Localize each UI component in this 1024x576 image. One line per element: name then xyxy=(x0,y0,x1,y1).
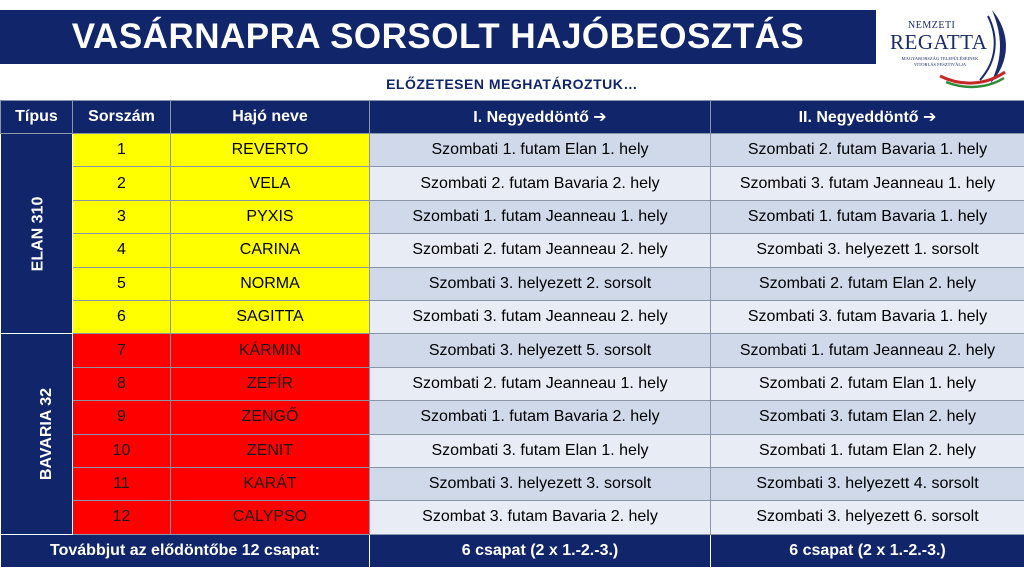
table-header-row xyxy=(1,101,1024,134)
footer-qf1: 6 csapat (2 x 1.-2.-3.) xyxy=(370,534,711,567)
header-qf2 xyxy=(711,101,1024,134)
table-row xyxy=(1,200,1024,233)
page-title: VASÁRNAPRA SORSOLT HAJÓBEOSZTÁS xyxy=(0,10,876,64)
number-cell: 3 xyxy=(73,200,171,233)
schedule-table xyxy=(0,100,1024,568)
table-row xyxy=(1,401,1024,434)
qf1-cell: Szombat 3. futam Bavaria 2. hely xyxy=(370,501,711,534)
qf1-cell: Szombati 3. helyezett 5. sorsolt xyxy=(370,334,711,367)
subtitle: ELŐZETESEN MEGHATÁROZTUK… xyxy=(386,76,638,92)
number-cell: 9 xyxy=(73,401,171,434)
header-qf2-label: II. Negyeddöntő xyxy=(798,109,919,126)
type-cell-elan xyxy=(1,134,73,334)
qf1-cell: Szombati 2. futam Jeanneau 1. hely xyxy=(370,367,711,400)
table-row xyxy=(1,300,1024,333)
logo-line2: REGATTA xyxy=(890,30,988,54)
ship-name-cell: PYXIS xyxy=(171,200,370,233)
ship-name-cell: KÁRMIN xyxy=(171,334,370,367)
number-cell: 4 xyxy=(73,234,171,267)
ship-name-cell: REVERTO xyxy=(171,134,370,167)
ship-name-cell: NORMA xyxy=(171,267,370,300)
type-cell-bavaria xyxy=(1,334,73,534)
qf1-cell: Szombati 3. helyezett 3. sorsolt xyxy=(370,467,711,500)
qf2-cell: Szombati 3. futam Bavaria 1. hely xyxy=(711,300,1024,333)
ship-name-cell: CARINA xyxy=(171,234,370,267)
qf2-cell: Szombati 1. futam Elan 2. hely xyxy=(711,434,1024,467)
ship-name-cell: KARÁT xyxy=(171,467,370,500)
qf1-cell: Szombati 3. futam Jeanneau 2. hely xyxy=(370,300,711,333)
header-number: Sorszám xyxy=(73,101,171,134)
number-cell: 5 xyxy=(73,267,171,300)
logo-line1: NEMZETI xyxy=(908,20,956,31)
qf2-cell: Szombati 3. helyezett 6. sorsolt xyxy=(711,501,1024,534)
qf2-cell: Szombati 3. futam Elan 2. hely xyxy=(711,401,1024,434)
table-footer-row xyxy=(1,534,1024,567)
number-cell: 11 xyxy=(73,467,171,500)
qf1-cell: Szombati 2. futam Bavaria 2. hely xyxy=(370,167,711,200)
ship-name-cell: VELA xyxy=(171,167,370,200)
qf1-cell: Szombati 3. helyezett 2. sorsolt xyxy=(370,267,711,300)
type-label: ELAN 310 xyxy=(29,196,47,272)
arrow-right-icon: ➔ xyxy=(593,109,607,126)
ship-name-cell: SAGITTA xyxy=(171,300,370,333)
ship-name-cell: ZENGŐ xyxy=(171,401,370,434)
table-row xyxy=(1,501,1024,534)
qf2-cell: Szombati 3. futam Jeanneau 1. hely xyxy=(711,167,1024,200)
table-row xyxy=(1,367,1024,400)
type-label: BAVARIA 32 xyxy=(38,387,56,481)
number-cell: 1 xyxy=(73,134,171,167)
ship-name-cell: CALYPSO xyxy=(171,501,370,534)
header-qf1-label: I. Negyeddöntő xyxy=(473,109,589,126)
footer-qf2: 6 csapat (2 x 1.-2.-3.) xyxy=(711,534,1024,567)
number-cell: 6 xyxy=(73,300,171,333)
qf1-cell: Szombati 1. futam Bavaria 2. hely xyxy=(370,401,711,434)
qf2-cell: Szombati 2. futam Bavaria 1. hely xyxy=(711,134,1024,167)
qf2-cell: Szombati 1. futam Bavaria 1. hely xyxy=(711,200,1024,233)
header-type: Típus xyxy=(1,101,73,134)
qf1-cell: Szombati 1. futam Elan 1. hely xyxy=(370,134,711,167)
qf1-cell: Szombati 1. futam Jeanneau 1. hely xyxy=(370,200,711,233)
table-row xyxy=(1,267,1024,300)
header-qf1 xyxy=(370,101,711,134)
header-ship: Hajó neve xyxy=(171,101,370,134)
number-cell: 10 xyxy=(73,434,171,467)
number-cell: 7 xyxy=(73,334,171,367)
qf1-cell: Szombati 2. futam Jeanneau 2. hely xyxy=(370,234,711,267)
ship-name-cell: ZEFÍR xyxy=(171,367,370,400)
qf2-cell: Szombati 3. helyezett 4. sorsolt xyxy=(711,467,1024,500)
qf1-cell: Szombati 3. futam Elan 1. hely xyxy=(370,434,711,467)
qf2-cell: Szombati 2. futam Elan 1. hely xyxy=(711,367,1024,400)
table-row xyxy=(1,234,1024,267)
logo-line3: MAGYARORSZÁG TELEPÜLÉSEINEK VITORLÁS FESZTIVÁLJA xyxy=(901,56,979,67)
number-cell: 8 xyxy=(73,367,171,400)
table-row xyxy=(1,134,1024,167)
qf2-cell: Szombati 3. helyezett 1. sorsolt xyxy=(711,234,1024,267)
table-row xyxy=(1,467,1024,500)
qf2-cell: Szombati 2. futam Elan 2. hely xyxy=(711,267,1024,300)
ship-name-cell: ZENIT xyxy=(171,434,370,467)
table-row xyxy=(1,334,1024,367)
qf2-cell: Szombati 1. futam Jeanneau 2. hely xyxy=(711,334,1024,367)
arrow-right-icon: ➔ xyxy=(923,109,937,126)
table-row xyxy=(1,167,1024,200)
number-cell: 12 xyxy=(73,501,171,534)
table-row xyxy=(1,434,1024,467)
number-cell: 2 xyxy=(73,167,171,200)
footer-label: Továbbjut az elődöntőbe 12 csapat: xyxy=(1,534,370,567)
